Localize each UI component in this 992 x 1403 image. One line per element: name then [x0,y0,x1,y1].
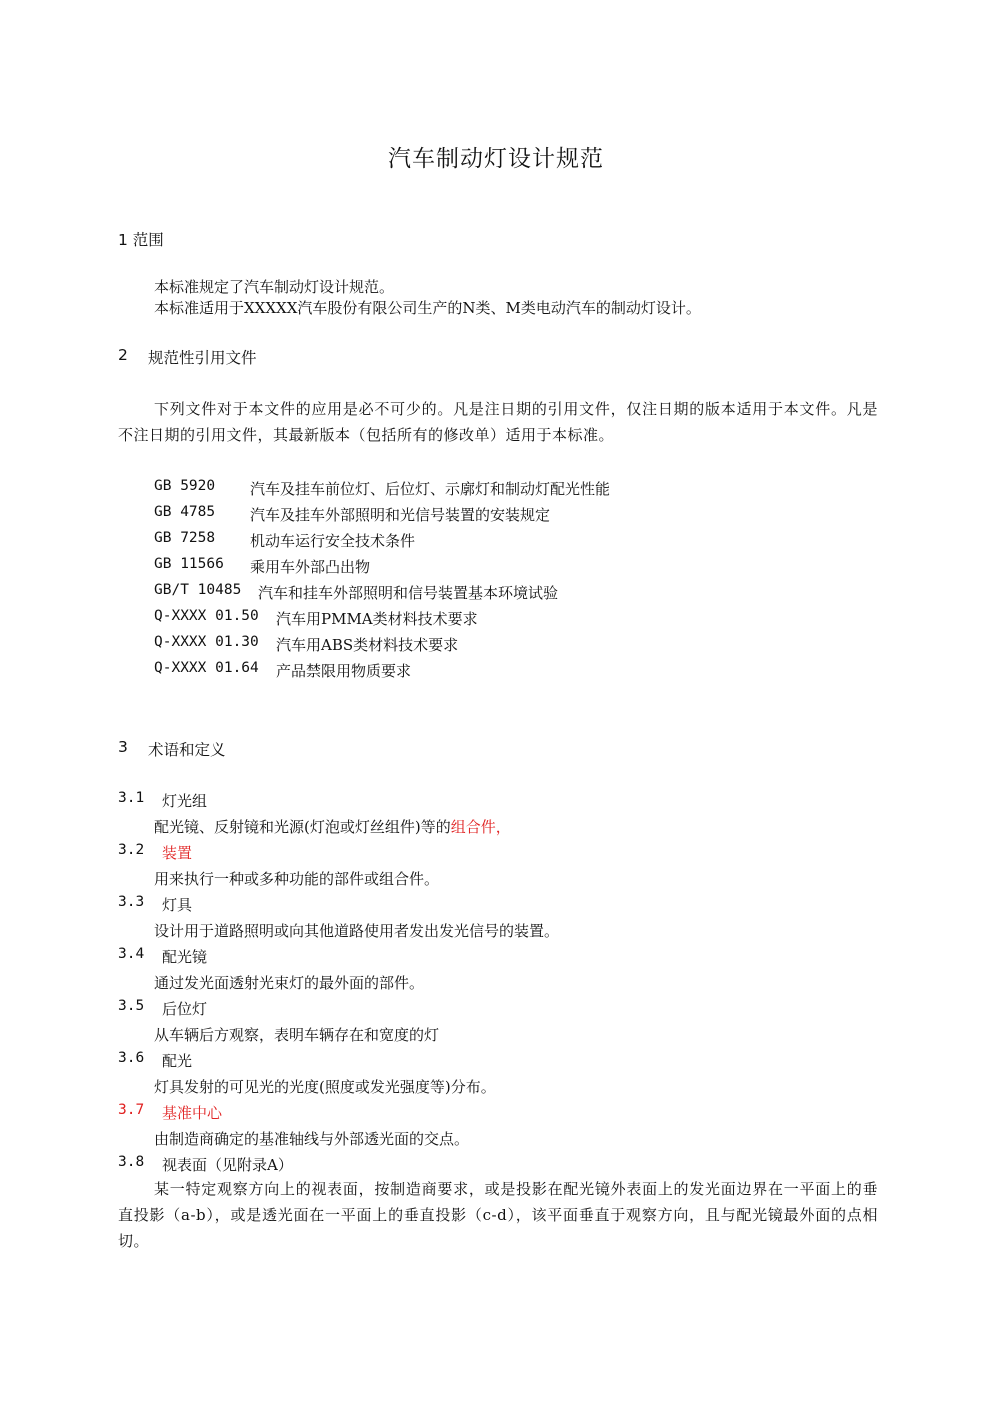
reference-title: 汽车及挂车外部照明和光信号装置的安装规定 [250,506,551,524]
section-3-heading-number: 3 [118,738,128,756]
reference-code: GB 4785 [154,504,216,520]
reference-title: 汽车用ABS类材料技术要求 [276,636,459,654]
section-1-line: 本标准规定了汽车制动灯设计规范。 [154,278,395,296]
term-number: 3.3 [118,894,145,910]
reference-title: 汽车用PMMA类材料技术要求 [276,610,478,628]
term-number: 3.7 [118,1102,145,1118]
term-definition: 灯具发射的可见光的光度(照度或发光强度等)分布。 [154,1078,496,1096]
term-name: 配光镜 [162,948,208,966]
term-name: 装置 [162,844,193,862]
term-number: 3.4 [118,946,145,962]
reference-title: 汽车及挂车前位灯、后位灯、示廓灯和制动灯配光性能 [250,480,611,498]
reference-code: GB 5920 [154,478,216,494]
term-definition: 某一特定观察方向上的视表面，按制造商要求，或是投影在配光镜外表面上的发光面边界在一平面上的垂直投影（a-b），或是透光面在一平面上的垂直投影（c-d），该平面垂直于观察方向，且与配光镜最外面的点相切。 [118,1180,878,1250]
term-name: 配光 [162,1052,193,1070]
term-number: 3.2 [118,842,145,858]
term-number: 3.1 [118,790,145,806]
section-1-heading: 1 范围 [118,231,164,249]
reference-code: Q-XXXX 01.64 [154,660,259,676]
document-title: 汽车制动灯设计规范 [388,146,604,172]
section-2-heading-text: 规范性引用文件 [148,349,257,367]
reference-title: 乘用车外部凸出物 [250,558,371,576]
term-name: 后位灯 [162,1000,208,1018]
term-number: 3.8 [118,1154,145,1170]
reference-code: Q-XXXX 01.30 [154,634,259,650]
term-definition-highlight: 组合件， [450,818,511,836]
reference-code: GB 11566 [154,556,224,572]
section-3-heading-text: 术语和定义 [148,741,226,759]
section-1-line: 本标准适用于XXXXX汽车股份有限公司生产的N类、M类电动汽车的制动灯设计。 [154,299,701,317]
reference-title: 机动车运行安全技术条件 [250,532,416,550]
term-name: 视表面（见附录A） [162,1156,293,1174]
term-definition [154,816,511,837]
reference-code: Q-XXXX 01.50 [154,608,259,624]
term-definition: 设计用于道路照明或向其他道路使用者发出发光信号的装置。 [154,922,560,940]
term-definition-text: 配光镜、反射镜和光源(灯泡或灯丝组件)等的 [154,818,451,836]
section-2-intro: 下列文件对于本文件的应用是必不可少的。凡是注日期的引用文件，仅注日期的版本适用于本文件。凡是不注日期的引用文件，其最新版本（包括所有的修改单）适用于本标准。 [118,400,878,444]
term-name: 基准中心 [162,1104,223,1122]
term-definition: 从车辆后方观察，表明车辆存在和宽度的灯 [154,1026,440,1044]
reference-code: GB/T 10485 [154,582,242,598]
reference-title: 汽车和挂车外部照明和信号装置基本环境试验 [258,584,559,602]
term-name: 灯光组 [162,792,208,810]
term-definition: 由制造商确定的基准轴线与外部透光面的交点。 [154,1130,470,1148]
term-number: 3.6 [118,1050,145,1066]
term-name: 灯具 [162,896,193,914]
term-number: 3.5 [118,998,145,1014]
reference-title: 产品禁限用物质要求 [276,662,412,680]
term-definition: 通过发光面透射光束灯的最外面的部件。 [154,974,425,992]
term-definition: 用来执行一种或多种功能的部件或组合件。 [154,870,440,888]
section-2-heading-number: 2 [118,346,128,364]
reference-code: GB 7258 [154,530,216,546]
